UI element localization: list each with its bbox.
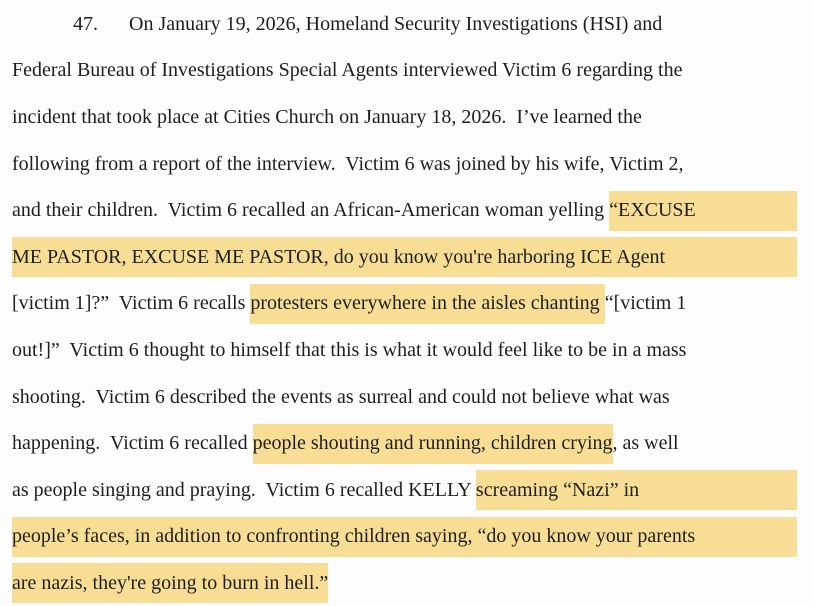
highlighted-text: ME PASTOR, EXCUSE ME PASTOR, do you know you're harboring ICE Agent — [12, 237, 665, 277]
highlight-fill — [696, 191, 797, 231]
text-segment: happening. Victim 6 recalled — [12, 432, 253, 455]
text-segment: incident that took place at Cities Church on January 18, 2026. I’ve learned the — [12, 105, 642, 128]
text-segment: shooting. Victim 6 described the events as surreal and could not believe what was — [12, 385, 670, 408]
highlight-fill — [665, 237, 797, 277]
text-segment: as people singing and praying. Victim 6 recalled KELLY — [12, 478, 476, 501]
text-segment: Federal Bureau of Investigations Special Agents interviewed Victim 6 regarding the — [12, 59, 683, 82]
highlighted-text: people shouting and running, children crying — [253, 424, 613, 464]
highlight-fill — [695, 517, 797, 557]
text-segment: following from a report of the interview. Victim 6 was joined by his wife, Victim 2, — [12, 152, 684, 175]
text-line — [12, 48, 797, 95]
highlighted-text: screaming “Nazi” in — [476, 470, 639, 510]
text-line — [12, 467, 797, 514]
highlighted-text: “EXCUSE — [609, 191, 696, 231]
highlighted-text: protesters everywhere in the aisles chanting — [250, 284, 604, 324]
text-segment: and their children. Victim 6 recalled an African-American woman yelling — [12, 199, 610, 222]
highlighted-text: people’s faces, in addition to confronting children saying, “do you know your parents — [12, 517, 695, 557]
text-line — [12, 94, 797, 141]
text-segment: , as well — [612, 432, 679, 455]
text-line — [12, 1, 797, 48]
highlighted-text: are nazis, they're going to burn in hell.” — [12, 563, 328, 603]
text-line — [12, 374, 797, 421]
text-line — [12, 141, 797, 188]
text-line — [12, 281, 797, 328]
text-line — [12, 234, 797, 281]
text-line — [12, 187, 797, 234]
text-segment: [victim 1]?” Victim 6 recalls — [12, 292, 251, 315]
text-line — [12, 514, 797, 561]
highlight-fill — [639, 470, 797, 510]
text-line — [12, 327, 797, 374]
text-line — [12, 560, 797, 606]
text-segment: On January 19, 2026, Homeland Security Investigations (HSI) and — [129, 12, 663, 35]
text-segment: 47. — [73, 12, 98, 35]
text-line — [12, 420, 797, 467]
text-segment: out!]” Victim 6 thought to himself that this is what it would feel like to be in a mass — [12, 338, 687, 361]
text-segment: “[victim 1 — [604, 292, 687, 315]
